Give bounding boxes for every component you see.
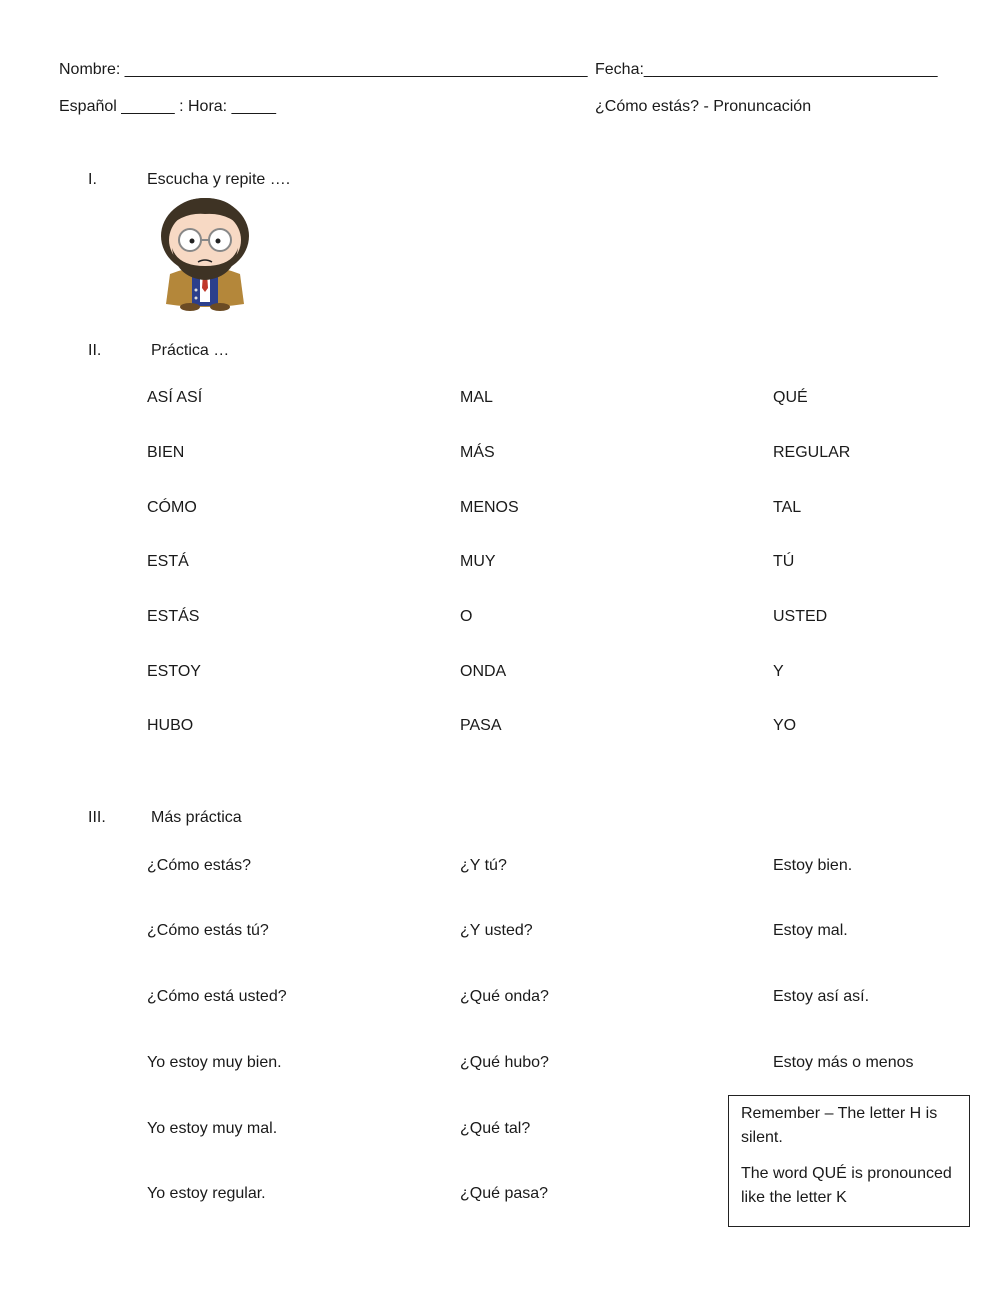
vocab-word: MUY [460,553,496,570]
vocab-word: ASÍ ASÍ [147,389,203,406]
vocab-word: ESTOY [147,663,201,680]
fecha-field-label: Fecha:_________________________________ [595,61,938,78]
espanol-hora-label: Español ______ : Hora: _____ [59,98,277,115]
practice-phrase: ¿Cómo estás? [147,857,252,874]
vocab-word: TAL [773,499,802,516]
practice-phrase: ¿Y tú? [460,857,507,874]
vocab-word: ONDA [460,663,507,680]
vocab-word: USTED [773,608,828,625]
vocab-word: CÓMO [147,499,197,516]
section-3-title: Más práctica [151,809,242,826]
vocab-word: TÚ [773,553,795,570]
vocab-word: YO [773,717,797,734]
practice-phrase: ¿Y usted? [460,922,533,939]
vocab-word: REGULAR [773,444,851,461]
practice-phrase: Estoy así así. [773,988,870,1005]
vocab-word: PASA [460,717,502,734]
vocab-word: HUBO [147,717,194,734]
vocab-word: MAL [460,389,493,406]
section-3-numeral: III. [88,809,106,826]
section-1-numeral: I. [88,171,97,188]
practice-phrase: ¿Qué hubo? [460,1054,549,1071]
practice-phrase: Yo estoy muy bien. [147,1054,282,1071]
section-2-title: Práctica … [151,342,230,359]
practice-phrase: Estoy más o menos [773,1054,914,1071]
section-2-numeral: II. [88,342,102,359]
note-h-silent: Remember – The letter H is silent. [741,1105,938,1146]
worksheet-subtitle: ¿Cómo estás? - Pronuncación [595,98,812,115]
nombre-field-label: Nombre: ____________________________________________________ [59,61,588,78]
practice-phrase: Estoy bien. [773,857,853,874]
practice-phrase: Yo estoy muy mal. [147,1120,278,1137]
practice-phrase: Estoy mal. [773,922,848,939]
section-1-title: Escucha y repite …. [147,171,291,188]
teacher-avatar-image [152,192,258,314]
practice-phrase: ¿Qué onda? [460,988,549,1005]
vocab-word: QUÉ [773,389,808,406]
practice-phrase: ¿Cómo está usted? [147,988,287,1005]
vocab-word: ESTÁS [147,608,200,625]
vocab-word: Y [773,663,784,680]
vocab-word: MENOS [460,499,519,516]
practice-phrase: ¿Qué tal? [460,1120,531,1137]
vocab-word: ESTÁ [147,553,189,570]
practice-phrase: ¿Cómo estás tú? [147,922,269,939]
note-que-pronunciation: The word QUÉ is pronounced like the letter K [741,1165,952,1206]
practice-phrase: Yo estoy regular. [147,1185,266,1202]
pronunciation-note-box [728,1095,970,1227]
practice-phrase: ¿Qué pasa? [460,1185,549,1202]
vocab-word: BIEN [147,444,185,461]
vocab-word: MÁS [460,444,495,461]
vocab-word: O [460,608,473,625]
